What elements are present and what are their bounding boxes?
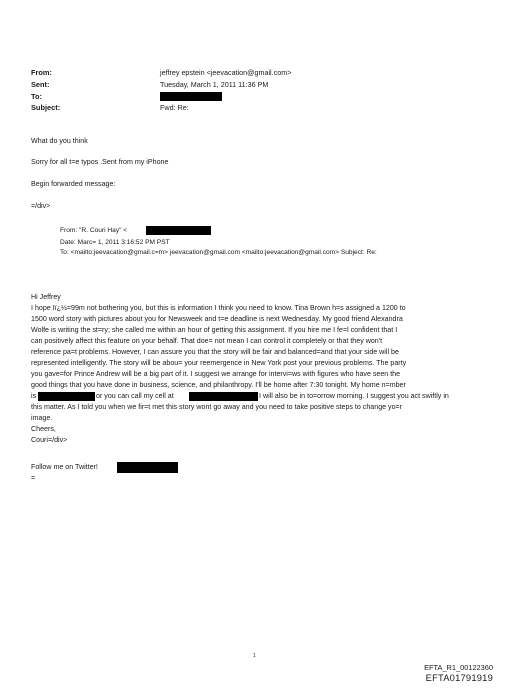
- letter-line-tomorrow: I will also be in to=orrow morning. I suggest you act swiftly in: [259, 392, 449, 400]
- subject-label: Subject:: [31, 103, 61, 112]
- letter-line: represented intelligently. The story will be abou= your reemergence in New York post your previous problems. The party: [31, 359, 407, 367]
- sent-label: Sent:: [31, 80, 50, 89]
- letter-line: can positively affect this feature on your behalf. That doe= not mean I can control it completely or that they won't: [31, 337, 383, 345]
- letter-line: this matter. As I told you when we fir=t met this story wont go away and you need to take positive steps to change yo=r: [31, 403, 403, 411]
- forwarded-to: To: <mailto:jeevacation@gmail.c=m> jeevacation@gmail.com <mailto:jeevacation@gmail.com> Subject: Re:: [60, 249, 377, 256]
- twitter-line: Follow me on Twitter!: [31, 463, 98, 471]
- redaction-box-twitter: [117, 462, 178, 473]
- forwarded-from: From: "R. Couri Hay" <: [60, 227, 128, 234]
- letter-line: reference pa=t problems. However, I can assure you that the story will be fair and balanced=and that your side will be: [31, 348, 399, 356]
- letter-line: good things that you have done in business, science, and philanthropy. I'll be home after 7:30 tonight. My home n=mber: [31, 381, 406, 389]
- letter-signature: Couri=/div>: [31, 436, 68, 444]
- from-value: jeffrey epstein <jeevacation@gmail.com>: [160, 68, 292, 77]
- letter-line: I hope Iï¿½=99m not bothering you, but this is information I think you need to know. Tina Brown h=s assigned a 1200 to: [31, 304, 406, 312]
- redaction-box-to: [160, 92, 222, 101]
- to-label: To:: [31, 92, 42, 101]
- letter-line: you gave=for Prince Andrew will be a big part of it. I suggest we arrange for intervi=ws with figures who have seen the: [31, 370, 401, 378]
- forwarded-date: Date: Marc= 1, 2011 3:16:52 PM PST: [60, 239, 170, 246]
- trailing-equals: =: [31, 474, 36, 482]
- letter-line: image.: [31, 414, 53, 422]
- intro-line-what-do-you-think: What do you think: [31, 137, 88, 145]
- from-label: From:: [31, 68, 52, 77]
- intro-line-sorry-typos: Sorry for all t=e typos .Sent from my iPhone: [31, 158, 169, 166]
- bates-number-efta: EFTA01791919: [425, 672, 493, 683]
- bates-number-r1: EFTA_R1_00122360: [424, 663, 493, 672]
- redaction-box-forwarded-from: [146, 226, 211, 235]
- letter-greeting: Hi Jeffrey: [31, 293, 61, 301]
- redaction-box-home-number: [38, 392, 95, 401]
- letter-line-cell: or you can call my cell at: [96, 392, 174, 400]
- letter-closing: Cheers,: [31, 425, 56, 433]
- letter-line-is: is: [31, 392, 37, 400]
- sent-value: Tuesday, March 1, 2011 11:36 PM: [160, 80, 269, 89]
- intro-line-begin-forwarded: Begin forwarded message:: [31, 180, 116, 188]
- letter-line: 1500 word story with pictures about you for Newsweek and t=e deadline is next Wednesday. My good friend Alexandra: [31, 315, 403, 323]
- subject-value: Fwd: Re:: [160, 103, 189, 112]
- page-number: 1: [253, 653, 256, 659]
- letter-line: Wolfe is writing the st=ry; she called me within an hour of getting this assignment. If you hire me I fe=l confident that I: [31, 326, 398, 334]
- intro-line-div: =/div>: [31, 202, 51, 210]
- redaction-box-cell-number: [189, 392, 258, 401]
